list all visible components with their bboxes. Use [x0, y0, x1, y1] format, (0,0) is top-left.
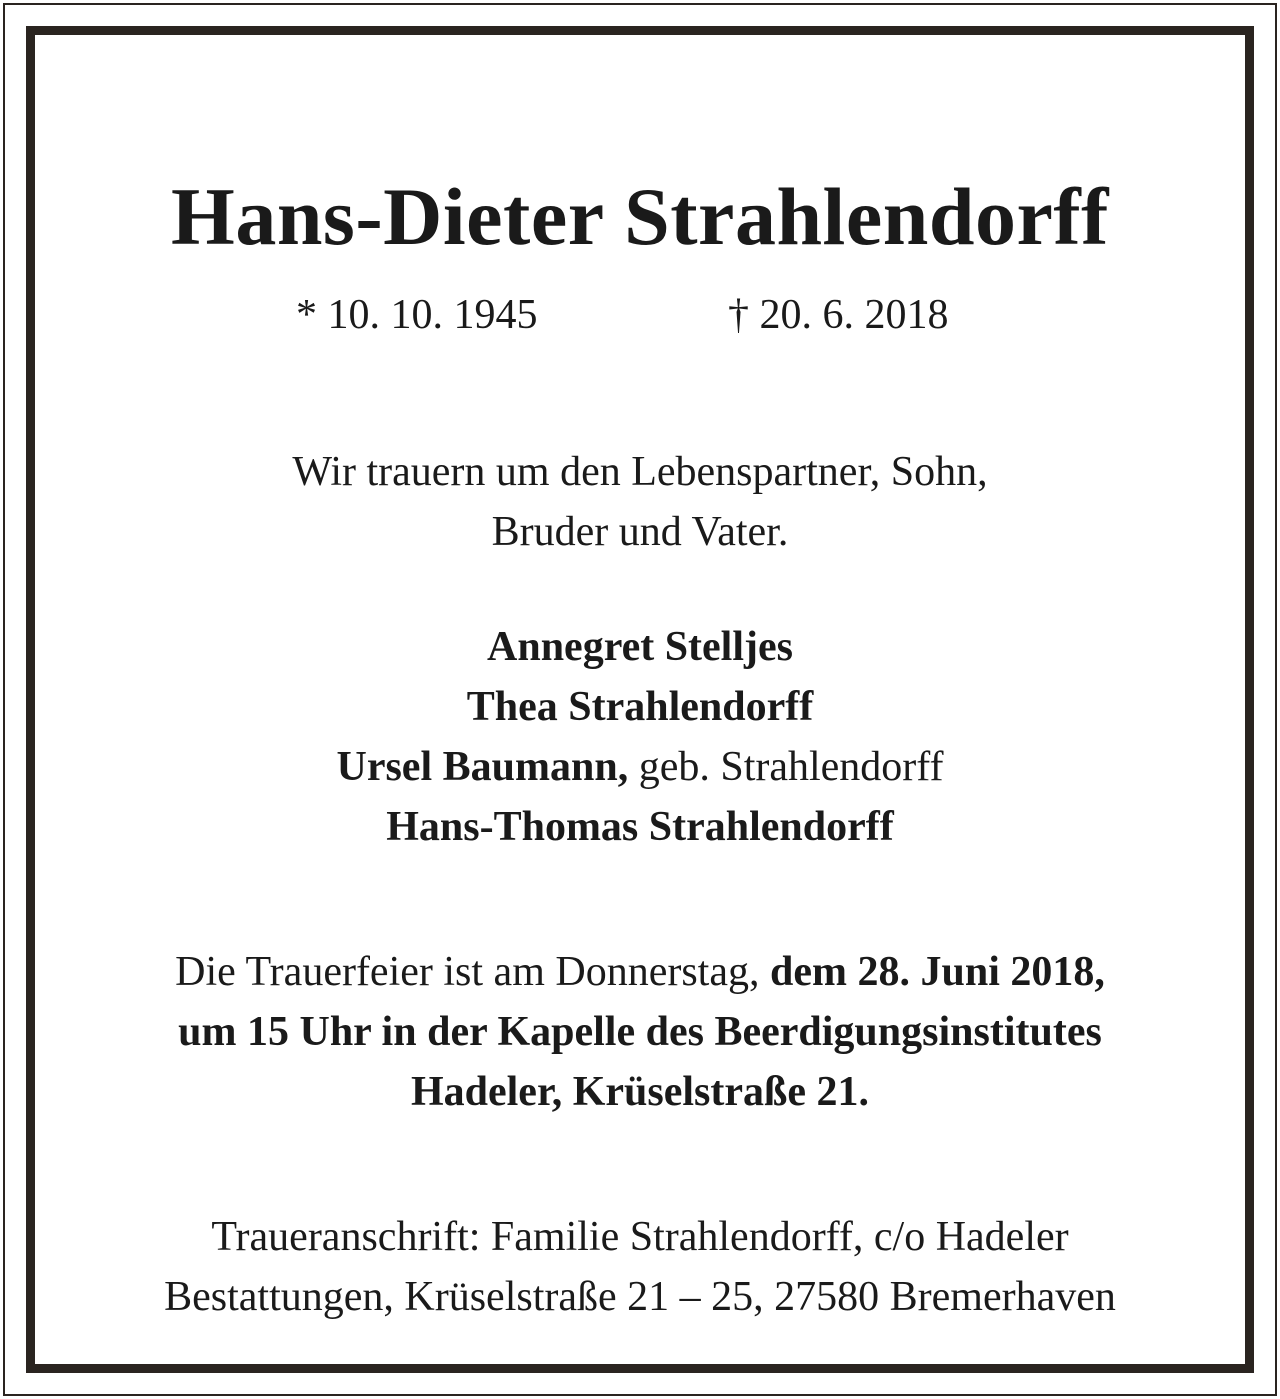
family-member-name: Ursel Baumann, — [336, 744, 629, 790]
family-member-suffix: geb. Strahlendorff — [628, 744, 944, 790]
ceremony-info — [26, 942, 1254, 1122]
family-member — [26, 677, 1254, 737]
mourning-line: Wir trauern um den Lebenspartner, Sohn, — [292, 449, 988, 495]
mourning-line: Bruder und Vater. — [491, 509, 789, 555]
family-member — [26, 737, 1254, 797]
ceremony-address: Hadeler, Krüselstraße 21. — [410, 1069, 870, 1115]
family-member-name: Annegret Stelljes — [487, 624, 793, 670]
ceremony-intro: Die Trauerfeier ist am Donnerstag, — [175, 949, 770, 995]
death-date: † 20. 6. 2018 — [728, 292, 949, 338]
ceremony-date: dem 28. Juni 2018, — [769, 949, 1105, 995]
family-member — [26, 797, 1254, 857]
mourning-text — [26, 442, 1254, 562]
mourning-address — [26, 1207, 1254, 1327]
ceremony-line — [26, 942, 1254, 1002]
family-member-name: Thea Strahlendorff — [466, 684, 814, 730]
ceremony-time-place: um 15 Uhr in der Kapelle des Beerdigungsinstitutes — [178, 1009, 1102, 1055]
family-member — [26, 617, 1254, 677]
address-line: Bestattungen, Krüselstraße 21 – 25, 27580 Bremerhaven — [164, 1274, 1116, 1320]
address-line: Traueranschrift: Familie Strahlendorff, c/o Hadeler — [211, 1214, 1069, 1260]
family-list — [26, 617, 1254, 857]
obituary-notice — [26, 26, 1254, 1373]
birth-date: * 10. 10. 1945 — [296, 292, 538, 338]
deceased-name: Hans-Dieter Strahlendorff — [171, 171, 1109, 262]
family-member-name: Hans-Thomas Strahlendorff — [386, 804, 894, 850]
